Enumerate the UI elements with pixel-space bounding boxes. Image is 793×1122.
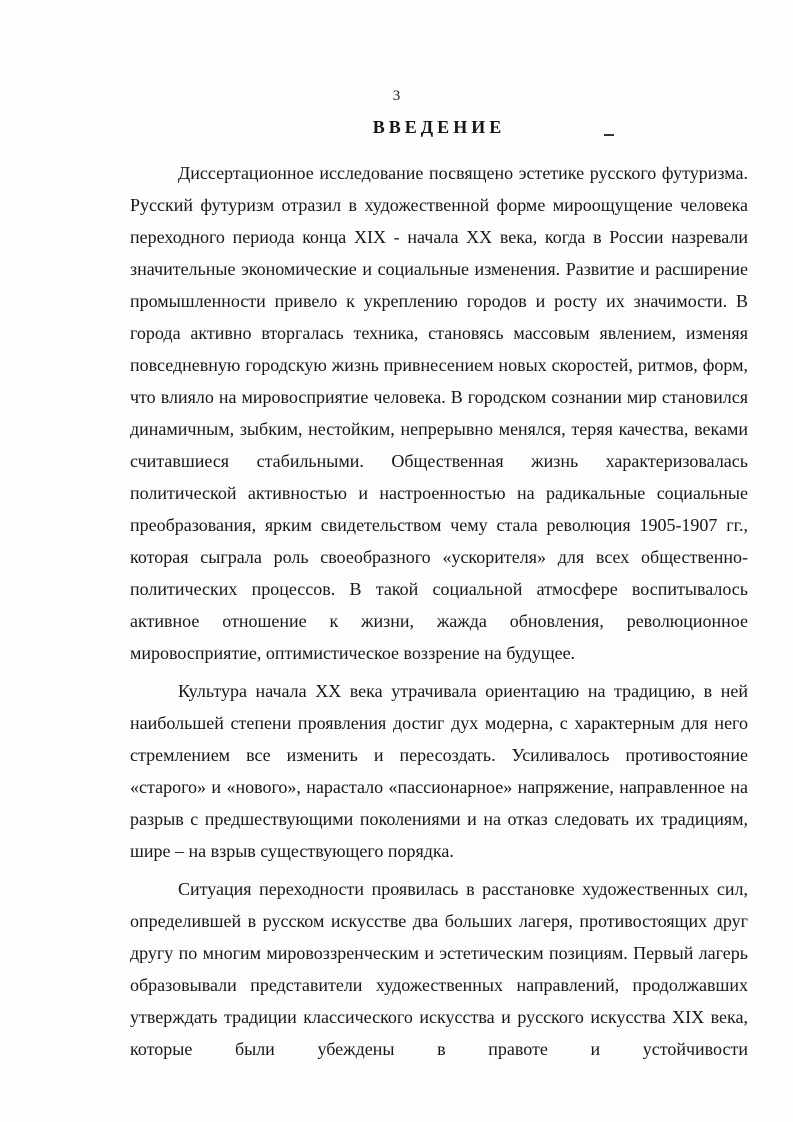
paragraph: Культура начала XX века утрачивала ориентацию на традицию, в ней наибольшей степени проявления достиг дух модерна, с характерным для него стремлением все изменить и пересоздать. Усиливалось противостояние «старого» и «нового», нарастало «пассионарное» напряжение, направленное на разрыв с предшествующими поколениями и на отказ следовать их традициям, шире – на взрыв существующего порядка. [130, 681, 748, 861]
paragraph: Ситуация переходности проявилась в расстановке художественных сил, определившей в русском искусстве два больших лагеря, противостоящих друг другу по многим мировоззренческим и эстетическим позициям. Первый лагерь образовывали представители художественных направлений, продолжавших утверждать традиции классического искусства и русского искусства XIX века, которые были убеждены в правоте и устойчивости [130, 879, 748, 1059]
scan-artifact [604, 134, 614, 136]
paragraph: Диссертационное исследование посвящено эстетике русского футуризма. Русский футуризм отразил в художественной форме мироощущение человека переходного периода конца XIX - начала XX века, когда в России назревали значительные экономические и социальные изменения. Развитие и расширение промышленности привело к укреплению городов и росту их значимости. В города активно вторгалась техника, становясь массовым явлением, изменяя повседневную городскую жизнь привнесением новых скоростей, ритмов, форм, что влияло на мировосприятие человека. В городском сознании мир становился динамичным, зыбким, нестойким, непрерывно менялся, теряя качества, веками считавшиеся стабильными. Общественная жизнь характеризовалась политической активностью и настроенностью на радикальные социальные преобразования, ярким свидетельством чему стала революция 1905-1907 гг., которая сыграла роль своеобразного «ускорителя» для всех общественно-политических процессов. В такой социальной атмосфере воспитывалось активное отношение к жизни, жажда обновления, революционное мировосприятие, оптимистическое воззрение на будущее. [130, 163, 748, 663]
document-body [130, 157, 748, 1065]
page-number: 3 [392, 88, 401, 104]
page-title: ВВЕДЕНИЕ [372, 117, 506, 137]
